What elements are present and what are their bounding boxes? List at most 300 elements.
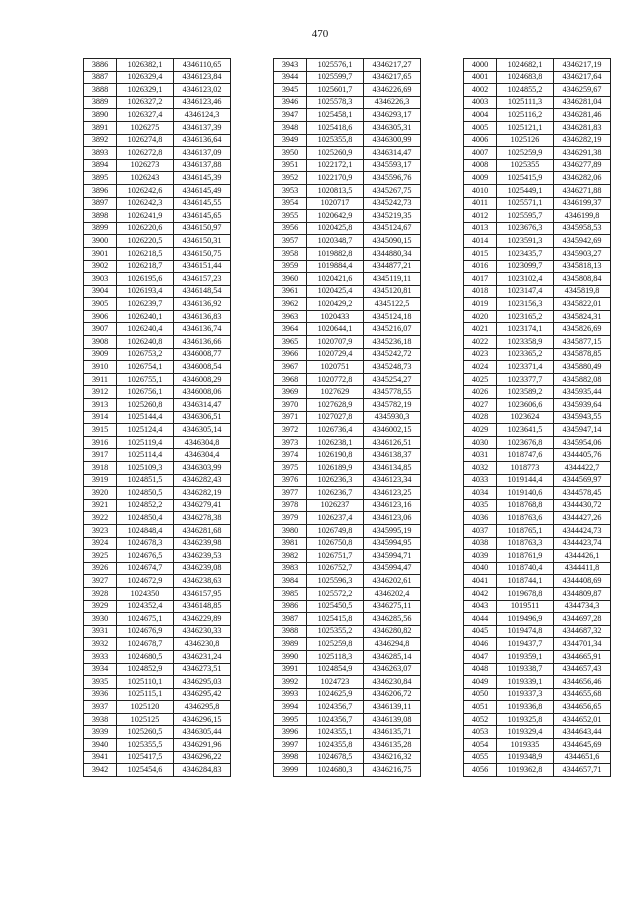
y-coordinate-cell: 4344405,76: [554, 449, 611, 462]
y-coordinate-cell: 4345878,85: [554, 348, 611, 361]
table-row: [274, 184, 421, 197]
x-coordinate-cell: 1020644,1: [307, 323, 364, 336]
point-number-cell: 3965: [274, 336, 307, 349]
point-number-cell: 3941: [84, 751, 117, 764]
x-coordinate-cell: 1019140,6: [497, 487, 554, 500]
table-row: [84, 323, 231, 336]
y-coordinate-cell: 4346008,54: [174, 361, 231, 374]
table-row: [84, 512, 231, 525]
table-row: [464, 222, 611, 235]
point-number-cell: 4021: [464, 323, 497, 336]
point-number-cell: 4044: [464, 613, 497, 626]
table-row: [84, 235, 231, 248]
point-number-cell: 3999: [274, 764, 307, 777]
table-row: [274, 348, 421, 361]
y-coordinate-cell: 4346279,41: [174, 499, 231, 512]
point-number-cell: 3951: [274, 159, 307, 172]
x-coordinate-cell: 1024855,2: [497, 84, 554, 97]
table-row: [274, 411, 421, 424]
table-row: [274, 373, 421, 386]
y-coordinate-cell: 4346296,15: [174, 713, 231, 726]
x-coordinate-cell: 1024678,5: [307, 751, 364, 764]
table-row: [274, 600, 421, 613]
table-row: [274, 310, 421, 323]
table-row: [84, 197, 231, 210]
y-coordinate-cell: 4345939,64: [554, 399, 611, 412]
table-row: [464, 587, 611, 600]
y-coordinate-cell: 4346231,24: [174, 650, 231, 663]
point-number-cell: 4012: [464, 210, 497, 223]
y-coordinate-cell: 4346136,64: [174, 134, 231, 147]
point-number-cell: 3974: [274, 449, 307, 462]
x-coordinate-cell: 1020425,4: [307, 285, 364, 298]
y-coordinate-cell: 4345248,73: [364, 361, 421, 374]
point-number-cell: 3993: [274, 688, 307, 701]
table-row: [84, 688, 231, 701]
y-coordinate-cell: 4346123,16: [364, 499, 421, 512]
point-number-cell: 3950: [274, 147, 307, 160]
table-row: [274, 676, 421, 689]
table-row: [274, 323, 421, 336]
point-number-cell: 4041: [464, 575, 497, 588]
x-coordinate-cell: 1019882,8: [307, 247, 364, 260]
table-row: [274, 134, 421, 147]
point-number-cell: 3910: [84, 361, 117, 374]
point-number-cell: 4056: [464, 764, 497, 777]
y-coordinate-cell: 4344643,44: [554, 726, 611, 739]
y-coordinate-cell: 4345935,44: [554, 386, 611, 399]
y-coordinate-cell: 4345958,53: [554, 222, 611, 235]
x-coordinate-cell: 1026237: [307, 499, 364, 512]
x-coordinate-cell: 1022170,9: [307, 172, 364, 185]
x-coordinate-cell: 1025415,8: [307, 613, 364, 626]
table-row: [464, 310, 611, 323]
point-number-cell: 3917: [84, 449, 117, 462]
x-coordinate-cell: 1026243: [117, 172, 174, 185]
y-coordinate-cell: 4346281,68: [174, 524, 231, 537]
x-coordinate-cell: 1019144,4: [497, 474, 554, 487]
x-coordinate-cell: 1018763,6: [497, 512, 554, 525]
x-coordinate-cell: 1023606,6: [497, 399, 554, 412]
x-coordinate-cell: 1025355,2: [307, 625, 364, 638]
x-coordinate-cell: 1024352,4: [117, 600, 174, 613]
x-coordinate-cell: 1027027,8: [307, 411, 364, 424]
y-coordinate-cell: 4346135,71: [364, 726, 421, 739]
x-coordinate-cell: 1019511: [497, 600, 554, 613]
table-row: [464, 361, 611, 374]
point-number-cell: 3990: [274, 650, 307, 663]
x-coordinate-cell: 1024850,4: [117, 512, 174, 525]
x-coordinate-cell: 1019335: [497, 739, 554, 752]
y-coordinate-cell: 4344424,73: [554, 524, 611, 537]
x-coordinate-cell: 1025115,1: [117, 688, 174, 701]
x-coordinate-cell: 1018763,3: [497, 537, 554, 550]
table-row: [464, 524, 611, 537]
x-coordinate-cell: 1023377,7: [497, 373, 554, 386]
x-coordinate-cell: 1026329,1: [117, 84, 174, 97]
point-number-cell: 3896: [84, 184, 117, 197]
y-coordinate-cell: 4345930,3: [364, 411, 421, 424]
table-row: [274, 650, 421, 663]
x-coordinate-cell: 1022172,1: [307, 159, 364, 172]
x-coordinate-cell: 1026756,1: [117, 386, 174, 399]
table-row: [274, 84, 421, 97]
table-row: [274, 197, 421, 210]
table-row: [464, 134, 611, 147]
x-coordinate-cell: 1026275: [117, 121, 174, 134]
y-coordinate-cell: 4346217,27: [364, 59, 421, 72]
point-number-cell: 4050: [464, 688, 497, 701]
x-coordinate-cell: 1023589,2: [497, 386, 554, 399]
x-coordinate-cell: 1026240,4: [117, 323, 174, 336]
x-coordinate-cell: 1023099,7: [497, 260, 554, 273]
y-coordinate-cell: 4344734,3: [554, 600, 611, 613]
table-row: [274, 487, 421, 500]
point-number-cell: 3912: [84, 386, 117, 399]
y-coordinate-cell: 4345782,19: [364, 399, 421, 412]
x-coordinate-cell: 1024676,5: [117, 550, 174, 563]
y-coordinate-cell: 4346008,06: [174, 386, 231, 399]
x-coordinate-cell: 1020729,4: [307, 348, 364, 361]
point-number-cell: 4046: [464, 638, 497, 651]
x-coordinate-cell: 1026238,1: [307, 436, 364, 449]
x-coordinate-cell: 1026189,9: [307, 462, 364, 475]
point-number-cell: 3991: [274, 663, 307, 676]
table-row: [274, 638, 421, 651]
table-row: [464, 462, 611, 475]
point-number-cell: 3932: [84, 638, 117, 651]
x-coordinate-cell: 1023641,5: [497, 424, 554, 437]
table-row: [274, 235, 421, 248]
y-coordinate-cell: 4346281,46: [554, 109, 611, 122]
x-coordinate-cell: 1024683,8: [497, 71, 554, 84]
x-coordinate-cell: 1025114,4: [117, 449, 174, 462]
x-coordinate-cell: 1026241,9: [117, 210, 174, 223]
coordinates-table-3: [463, 58, 611, 777]
table-row: [84, 298, 231, 311]
table-row: [464, 625, 611, 638]
x-coordinate-cell: 1025450,5: [307, 600, 364, 613]
table-row: [84, 751, 231, 764]
y-coordinate-cell: 4346259,67: [554, 84, 611, 97]
point-number-cell: 4030: [464, 436, 497, 449]
table-row: [274, 575, 421, 588]
point-number-cell: 3979: [274, 512, 307, 525]
x-coordinate-cell: 1024851,5: [117, 474, 174, 487]
table-row: [84, 84, 231, 97]
y-coordinate-cell: 4346137,88: [174, 159, 231, 172]
table-row: [84, 159, 231, 172]
table-row: [84, 260, 231, 273]
table-row: [274, 159, 421, 172]
y-coordinate-cell: 4346291,38: [554, 147, 611, 160]
y-coordinate-cell: 4346217,65: [364, 71, 421, 84]
y-coordinate-cell: 4344423,74: [554, 537, 611, 550]
point-number-cell: 3890: [84, 109, 117, 122]
y-coordinate-cell: 4345090,15: [364, 235, 421, 248]
point-number-cell: 3968: [274, 373, 307, 386]
table-row: [464, 71, 611, 84]
point-number-cell: 4037: [464, 524, 497, 537]
y-coordinate-cell: 4345877,15: [554, 336, 611, 349]
x-coordinate-cell: 1025260,8: [117, 399, 174, 412]
point-number-cell: 4018: [464, 285, 497, 298]
point-number-cell: 3922: [84, 512, 117, 525]
y-coordinate-cell: 4346282,19: [554, 134, 611, 147]
table-row: [464, 147, 611, 160]
x-coordinate-cell: 1025124,4: [117, 424, 174, 437]
x-coordinate-cell: 1026749,8: [307, 524, 364, 537]
x-coordinate-cell: 1025415,9: [497, 172, 554, 185]
x-coordinate-cell: 1026327,2: [117, 96, 174, 109]
point-number-cell: 4011: [464, 197, 497, 210]
x-coordinate-cell: 1025111,3: [497, 96, 554, 109]
point-number-cell: 3970: [274, 399, 307, 412]
table-row: [84, 399, 231, 412]
y-coordinate-cell: 4346008,77: [174, 348, 231, 361]
x-coordinate-cell: 1026752,7: [307, 562, 364, 575]
x-coordinate-cell: 1024355,8: [307, 739, 364, 752]
y-coordinate-cell: 4346136,66: [174, 336, 231, 349]
table-row: [464, 424, 611, 437]
point-number-cell: 3949: [274, 134, 307, 147]
point-number-cell: 3995: [274, 713, 307, 726]
x-coordinate-cell: 1019336,8: [497, 701, 554, 714]
y-coordinate-cell: 4346282,43: [174, 474, 231, 487]
point-number-cell: 3919: [84, 474, 117, 487]
table-row: [464, 613, 611, 626]
y-coordinate-cell: 4346293,17: [364, 109, 421, 122]
table-row: [84, 499, 231, 512]
y-coordinate-cell: 4344701,34: [554, 638, 611, 651]
table-row: [84, 386, 231, 399]
table-row: [274, 739, 421, 752]
x-coordinate-cell: 1025596,3: [307, 575, 364, 588]
x-coordinate-cell: 1026274,8: [117, 134, 174, 147]
x-coordinate-cell: 1025121,1: [497, 121, 554, 134]
y-coordinate-cell: 4346008,29: [174, 373, 231, 386]
x-coordinate-cell: 1019329,4: [497, 726, 554, 739]
point-number-cell: 3984: [274, 575, 307, 588]
x-coordinate-cell: 1026755,1: [117, 373, 174, 386]
table-row: [464, 121, 611, 134]
point-number-cell: 3898: [84, 210, 117, 223]
y-coordinate-cell: 4346304,4: [174, 449, 231, 462]
table-row: [464, 197, 611, 210]
y-coordinate-cell: 4346216,32: [364, 751, 421, 764]
table-row: [274, 336, 421, 349]
y-coordinate-cell: 4346139,08: [364, 713, 421, 726]
point-number-cell: 3973: [274, 436, 307, 449]
x-coordinate-cell: 1025595,7: [497, 210, 554, 223]
table-row: [84, 462, 231, 475]
table-row: [464, 109, 611, 122]
y-coordinate-cell: 4346145,55: [174, 197, 231, 210]
point-number-cell: 4036: [464, 512, 497, 525]
point-number-cell: 3937: [84, 701, 117, 714]
y-coordinate-cell: 4344645,69: [554, 739, 611, 752]
y-coordinate-cell: 4346202,4: [364, 587, 421, 600]
y-coordinate-cell: 4346305,31: [364, 121, 421, 134]
table-row: [84, 184, 231, 197]
x-coordinate-cell: 1024672,9: [117, 575, 174, 588]
x-coordinate-cell: 1025601,7: [307, 84, 364, 97]
y-coordinate-cell: 4346304,8: [174, 436, 231, 449]
x-coordinate-cell: 1025109,3: [117, 462, 174, 475]
point-number-cell: 3887: [84, 71, 117, 84]
y-coordinate-cell: 4346136,83: [174, 310, 231, 323]
x-coordinate-cell: 1024854,9: [307, 663, 364, 676]
x-coordinate-cell: 1026272,8: [117, 147, 174, 160]
y-coordinate-cell: 4346124,3: [174, 109, 231, 122]
point-number-cell: 3975: [274, 462, 307, 475]
y-coordinate-cell: 4346239,53: [174, 550, 231, 563]
point-number-cell: 3952: [274, 172, 307, 185]
x-coordinate-cell: 1020429,2: [307, 298, 364, 311]
y-coordinate-cell: 4346239,08: [174, 562, 231, 575]
x-coordinate-cell: 1020425,8: [307, 222, 364, 235]
x-coordinate-cell: 1019437,7: [497, 638, 554, 651]
table-row: [84, 537, 231, 550]
x-coordinate-cell: 1023102,4: [497, 273, 554, 286]
y-coordinate-cell: 4344651,6: [554, 751, 611, 764]
point-number-cell: 3961: [274, 285, 307, 298]
x-coordinate-cell: 1020813,5: [307, 184, 364, 197]
table-row: [464, 449, 611, 462]
x-coordinate-cell: 1024675,1: [117, 613, 174, 626]
table-row: [84, 575, 231, 588]
x-coordinate-cell: 1025578,3: [307, 96, 364, 109]
point-number-cell: 3938: [84, 713, 117, 726]
x-coordinate-cell: 1019348,9: [497, 751, 554, 764]
table-row: [274, 701, 421, 714]
y-coordinate-cell: 4346123,84: [174, 71, 231, 84]
y-coordinate-cell: 4346306,51: [174, 411, 231, 424]
table-row: [84, 285, 231, 298]
x-coordinate-cell: 1023591,3: [497, 235, 554, 248]
x-coordinate-cell: 1020433: [307, 310, 364, 323]
table-row: [274, 512, 421, 525]
x-coordinate-cell: 1024678,3: [117, 537, 174, 550]
x-coordinate-cell: 1023676,8: [497, 436, 554, 449]
x-coordinate-cell: 1020348,7: [307, 235, 364, 248]
table-row: [84, 663, 231, 676]
point-number-cell: 3927: [84, 575, 117, 588]
y-coordinate-cell: 4346217,19: [554, 59, 611, 72]
y-coordinate-cell: 4346217,64: [554, 71, 611, 84]
y-coordinate-cell: 4345596,76: [364, 172, 421, 185]
point-number-cell: 4055: [464, 751, 497, 764]
table-row: [84, 373, 231, 386]
x-coordinate-cell: 1025576,1: [307, 59, 364, 72]
table-row: [84, 147, 231, 160]
y-coordinate-cell: 4346230,8: [174, 638, 231, 651]
table-row: [274, 273, 421, 286]
point-number-cell: 4052: [464, 713, 497, 726]
y-coordinate-cell: 4346303,99: [174, 462, 231, 475]
table-row: [464, 575, 611, 588]
x-coordinate-cell: 1019359,1: [497, 650, 554, 663]
y-coordinate-cell: 4345880,49: [554, 361, 611, 374]
y-coordinate-cell: 4346137,09: [174, 147, 231, 160]
x-coordinate-cell: 1026190,8: [307, 449, 364, 462]
y-coordinate-cell: 4346285,56: [364, 613, 421, 626]
point-number-cell: 3962: [274, 298, 307, 311]
table-row: [274, 121, 421, 134]
y-coordinate-cell: 4346157,95: [174, 587, 231, 600]
point-number-cell: 4008: [464, 159, 497, 172]
point-number-cell: 3955: [274, 210, 307, 223]
y-coordinate-cell: 4344655,68: [554, 688, 611, 701]
y-coordinate-cell: 4345994,95: [364, 537, 421, 550]
y-coordinate-cell: 4346136,92: [174, 298, 231, 311]
x-coordinate-cell: 1018747,6: [497, 449, 554, 462]
y-coordinate-cell: 4345124,18: [364, 310, 421, 323]
x-coordinate-cell: 1026240,8: [117, 336, 174, 349]
table-row: [464, 726, 611, 739]
table-row: [464, 285, 611, 298]
y-coordinate-cell: 4346295,8: [174, 701, 231, 714]
point-number-cell: 3945: [274, 84, 307, 97]
table-row: [84, 650, 231, 663]
x-coordinate-cell: 1026754,1: [117, 361, 174, 374]
table-row: [464, 59, 611, 72]
x-coordinate-cell: 1024680,3: [307, 764, 364, 777]
table-row: [464, 336, 611, 349]
x-coordinate-cell: 1018768,8: [497, 499, 554, 512]
point-number-cell: 3943: [274, 59, 307, 72]
point-number-cell: 3964: [274, 323, 307, 336]
x-coordinate-cell: 1024678,7: [117, 638, 174, 651]
point-number-cell: 4020: [464, 310, 497, 323]
y-coordinate-cell: 4346305,14: [174, 424, 231, 437]
table-row: [84, 676, 231, 689]
point-number-cell: 3997: [274, 739, 307, 752]
y-coordinate-cell: 4345943,55: [554, 411, 611, 424]
table-row: [274, 222, 421, 235]
x-coordinate-cell: 1026753,2: [117, 348, 174, 361]
y-coordinate-cell: 4346002,15: [364, 424, 421, 437]
y-coordinate-cell: 4345242,72: [364, 348, 421, 361]
y-coordinate-cell: 4346284,83: [174, 764, 231, 777]
point-number-cell: 3939: [84, 726, 117, 739]
y-coordinate-cell: 4344411,8: [554, 562, 611, 575]
table-row: [274, 713, 421, 726]
y-coordinate-cell: 4344665,91: [554, 650, 611, 663]
point-number-cell: 4045: [464, 625, 497, 638]
y-coordinate-cell: 4344430,72: [554, 499, 611, 512]
y-coordinate-cell: 4346145,39: [174, 172, 231, 185]
x-coordinate-cell: 1026239,7: [117, 298, 174, 311]
point-number-cell: 4017: [464, 273, 497, 286]
y-coordinate-cell: 4346314,47: [174, 399, 231, 412]
x-coordinate-cell: 1023165,2: [497, 310, 554, 323]
x-coordinate-cell: 1026382,1: [117, 59, 174, 72]
x-coordinate-cell: 1024674,7: [117, 562, 174, 575]
table-row: [84, 713, 231, 726]
point-number-cell: 3936: [84, 688, 117, 701]
point-number-cell: 3987: [274, 613, 307, 626]
point-number-cell: 3907: [84, 323, 117, 336]
point-number-cell: 3894: [84, 159, 117, 172]
point-number-cell: 4026: [464, 386, 497, 399]
table-row: [274, 71, 421, 84]
table-row: [274, 449, 421, 462]
point-number-cell: 4013: [464, 222, 497, 235]
point-number-cell: 4051: [464, 701, 497, 714]
y-coordinate-cell: 4345808,84: [554, 273, 611, 286]
x-coordinate-cell: 1025259,8: [307, 638, 364, 651]
